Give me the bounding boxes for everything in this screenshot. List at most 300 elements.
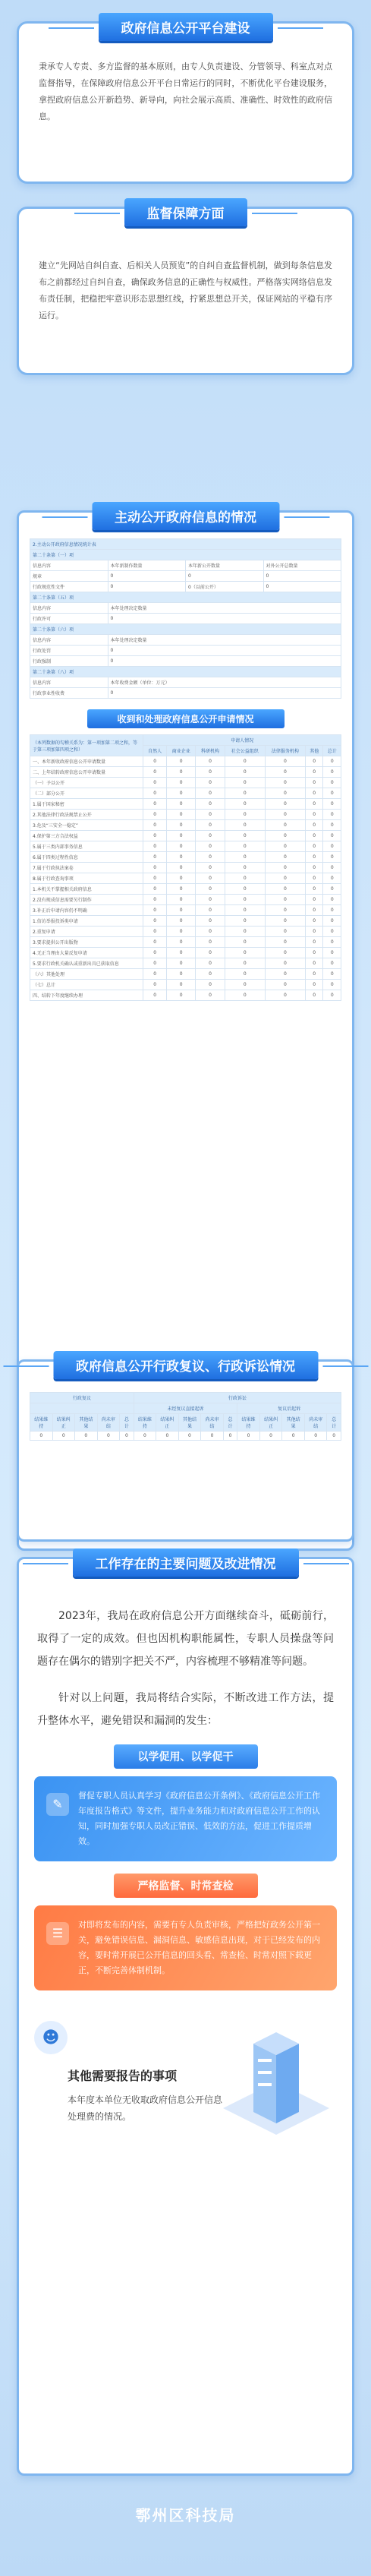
requests-cell: 0 xyxy=(265,969,305,980)
requests-cell: 0 xyxy=(265,767,305,778)
active-cell: 第二十条第（五）项 xyxy=(30,592,341,603)
requests-cell: 0 xyxy=(265,810,305,820)
active-cell: 信息内容 xyxy=(30,603,108,614)
requests-cell: 0 xyxy=(196,958,225,969)
requests-row xyxy=(30,884,341,895)
requests-col-header: 其他 xyxy=(305,746,322,756)
requests-cell: 0 xyxy=(225,916,265,927)
requests-cell: 0 xyxy=(196,863,225,873)
review-col-header: 其他结果 xyxy=(178,1414,201,1432)
tag-study: 以学促用、以学促干 xyxy=(114,1744,258,1769)
active-cell: 0 xyxy=(108,571,186,582)
requests-cell: 1.属于国家秘密 xyxy=(30,799,143,810)
requests-cell: 0 xyxy=(143,969,167,980)
requests-cell: 0 xyxy=(196,990,225,1001)
requests-cell: 一、本年新收政府信息公开申请数量 xyxy=(30,756,143,767)
requests-cell: 0 xyxy=(143,767,167,778)
review-col-header: 结果维持 xyxy=(30,1414,53,1432)
requests-cell: 2.没有现成信息需要另行制作 xyxy=(30,895,143,905)
requests-cell: 0 xyxy=(143,799,167,810)
requests-cell: 0 xyxy=(305,895,322,905)
requests-cell: 0 xyxy=(143,841,167,852)
active-cell: 第二十条第（一）项 xyxy=(30,550,341,560)
requests-cell: 0 xyxy=(167,810,196,820)
requests-cell: 2.重复申请 xyxy=(30,927,143,937)
requests-cell: 0 xyxy=(167,788,196,799)
active-cell: 0 xyxy=(108,656,341,667)
requests-cell: 0 xyxy=(323,895,341,905)
review-value: 0 xyxy=(223,1432,237,1441)
active-row xyxy=(30,571,341,582)
active-cell: 本年处理决定数量 xyxy=(108,635,341,646)
requests-cell: 0 xyxy=(196,767,225,778)
supervision-title: 监督保障方面 xyxy=(124,198,247,226)
requests-cell: 0 xyxy=(167,916,196,927)
requests-row xyxy=(30,958,341,969)
review-col-header: 结果维持 xyxy=(134,1414,156,1432)
requests-cell: 0 xyxy=(323,905,341,916)
requests-cell: 0 xyxy=(225,820,265,831)
active-caption: 2.主动公开政府信息情况统计表 xyxy=(30,539,341,550)
problems-title: 工作存在的主要问题及改进情况 xyxy=(73,1548,299,1577)
active-row xyxy=(30,624,341,635)
requests-cell: 0 xyxy=(225,884,265,895)
active-cell: 0 xyxy=(186,571,264,582)
requests-cell: 0 xyxy=(305,990,322,1001)
requests-table xyxy=(30,734,341,1001)
review-group-1: 行政诉讼 xyxy=(134,1393,341,1403)
requests-cell: 0 xyxy=(167,958,196,969)
requests-cell: 0 xyxy=(323,831,341,841)
requests-cell: 0 xyxy=(225,852,265,863)
requests-col-header: 商业企业 xyxy=(167,746,196,756)
requests-cell: 0 xyxy=(167,884,196,895)
requests-cell: 0 xyxy=(143,990,167,1001)
active-row xyxy=(30,550,341,560)
requests-cell: 0 xyxy=(143,820,167,831)
requests-cell: 0 xyxy=(225,958,265,969)
requests-cell: 0 xyxy=(196,831,225,841)
requests-cell: 0 xyxy=(265,852,305,863)
requests-header-left: （本列数据的勾稽关系为：第一项加第二项之和，等于第三项加第四项之和） xyxy=(30,735,143,756)
review-col-header: 结果纠正 xyxy=(259,1414,282,1432)
requests-cell: 0 xyxy=(167,841,196,852)
requests-cell: 0 xyxy=(323,873,341,884)
requests-cell: 0 xyxy=(167,905,196,916)
review-title: 政府信息公开行政复议、行政诉讼情况 xyxy=(53,1351,318,1379)
requests-cell: 3.危及“三安全一稳定” xyxy=(30,820,143,831)
requests-cell: 0 xyxy=(323,852,341,863)
requests-cell: 0 xyxy=(167,969,196,980)
requests-cell: 0 xyxy=(225,937,265,948)
active-cell: 0 xyxy=(108,646,341,656)
requests-cell: 0 xyxy=(196,799,225,810)
requests-cell: 0 xyxy=(305,873,322,884)
requests-row xyxy=(30,895,341,905)
requests-cell: 0 xyxy=(265,948,305,958)
requests-cell: 0 xyxy=(305,948,322,958)
review-col-header: 总计 xyxy=(327,1414,341,1432)
requests-cell: 0 xyxy=(225,990,265,1001)
requests-cell: 四、结转下年度继续办理 xyxy=(30,990,143,1001)
active-cell: 0 xyxy=(108,614,341,624)
requests-cell: 0 xyxy=(323,799,341,810)
requests-cell: 0 xyxy=(305,937,322,948)
active-cell: 行政事业性收费 xyxy=(30,688,108,699)
requests-cell: 0 xyxy=(305,831,322,841)
requests-cell: 0 xyxy=(225,767,265,778)
requests-row xyxy=(30,841,341,852)
requests-cell: 0 xyxy=(305,884,322,895)
review-value: 0 xyxy=(178,1432,201,1441)
supervision-text: 建立“先网站自纠自查、后相关人员预览”的自纠自查监督机制，做到每条信息发布之前都经过自纠自查，确保政务信息的正确性与权威性。严格落实网络信息发布责任制，把稳把牢意识形态思想红线，拧紧思想总开关，保证网站的平稳有序运行。 xyxy=(39,260,332,320)
requests-col-header: 总计 xyxy=(323,746,341,756)
review-value: 0 xyxy=(75,1432,98,1441)
requests-cell: 0 xyxy=(265,873,305,884)
requests-cell: 0 xyxy=(196,841,225,852)
requests-cell: 0 xyxy=(196,788,225,799)
requests-col-header: 科研机构 xyxy=(196,746,225,756)
requests-cell: 0 xyxy=(265,884,305,895)
requests-row xyxy=(30,873,341,884)
requests-cell: 0 xyxy=(225,895,265,905)
requests-cell: 0 xyxy=(167,756,196,767)
requests-row xyxy=(30,788,341,799)
requests-cell: 0 xyxy=(265,778,305,788)
problems-para2: 针对以上问题，我局将结合实际，不断改进工作方法，提升整体水平，避免错误和漏洞的发生： xyxy=(37,1692,334,1727)
supervision-panel xyxy=(17,207,354,375)
requests-cell: 0 xyxy=(265,831,305,841)
requests-cell: 0 xyxy=(196,810,225,820)
active-cell: 行政处罚 xyxy=(30,646,108,656)
requests-cell: 0 xyxy=(167,948,196,958)
requests-row xyxy=(30,863,341,873)
requests-cell: 0 xyxy=(323,841,341,852)
review-value: 0 xyxy=(304,1432,327,1441)
requests-cell: 0 xyxy=(167,831,196,841)
requests-cell: 0 xyxy=(143,916,167,927)
requests-cell: 1.本机关不掌握相关政府信息 xyxy=(30,884,143,895)
requests-cell: 0 xyxy=(143,948,167,958)
requests-row xyxy=(30,767,341,778)
requests-cell: 0 xyxy=(196,948,225,958)
card-study xyxy=(34,1776,337,1861)
requests-row xyxy=(30,810,341,820)
requests-title: 收到和处理政府信息公开申请情况 xyxy=(87,709,285,728)
platform-text: 秉承专人专责、多方监督的基本原则，由专人负责建设、分管领导、科室点对点监督指导，在保障政府信息公开平台日常运行的同时，不断优化平台建设服务，拿捏政府信息公开新趋势、新导向，向社会展示高质、准确性、时效性的政府信息。 xyxy=(39,62,332,122)
requests-cell: 3.补正后申请内容仍不明确 xyxy=(30,905,143,916)
requests-cell: 0 xyxy=(323,990,341,1001)
review-col-header: 总计 xyxy=(120,1414,134,1432)
review-value: 0 xyxy=(156,1432,179,1441)
requests-cell: 0 xyxy=(143,937,167,948)
requests-cell: 0 xyxy=(196,895,225,905)
card-supervise-text: 对即将发布的内容，需要有专人负责审核，严格把好政务公开第一关，避免错误信息、漏洞信息、敏感信息出现，对于已经发布的内容，要时常开展已公开信息的回头看、常查检、时常对照下载更正，不断完善体制机制。 xyxy=(78,1920,320,1975)
review-value: 0 xyxy=(237,1432,260,1441)
requests-col-header: 法律服务机构 xyxy=(265,746,305,756)
requests-cell: 0 xyxy=(323,958,341,969)
requests-cell: 0 xyxy=(167,873,196,884)
user-icon: ☻ xyxy=(34,2021,68,2054)
requests-cell: 0 xyxy=(167,852,196,863)
requests-cell: 0 xyxy=(167,799,196,810)
footer-org-name: 鄠州区科技局 xyxy=(135,2506,236,2524)
requests-cell: 0 xyxy=(143,958,167,969)
active-cell: 0 xyxy=(108,688,341,699)
requests-cell: 3.要求提供公开出版物 xyxy=(30,937,143,948)
requests-cell: 0 xyxy=(225,980,265,990)
active-cell: 0（以前公开） xyxy=(186,582,264,592)
problems-para1: 2023年，我局在政府信息公开方面继续奋斗，砥砺前行，取得了一定的成效。但也因机构职能属性，专职人员操盘等问题存在偶尔的错别字把关不严，内容梳理不够精准等问题。 xyxy=(37,1610,334,1668)
requests-cell: 0 xyxy=(305,841,322,852)
requests-cell: 0 xyxy=(167,895,196,905)
requests-cell: 0 xyxy=(196,969,225,980)
requests-cell: 0 xyxy=(265,841,305,852)
requests-cell: 0 xyxy=(196,980,225,990)
requests-cell: 0 xyxy=(225,831,265,841)
review-col-header: 尚未审结 xyxy=(97,1414,120,1432)
active-cell: 0 xyxy=(108,582,186,592)
requests-cell: 0 xyxy=(265,863,305,873)
requests-cell: 0 xyxy=(305,916,322,927)
tag-supervise: 严格监督、时常查检 xyxy=(114,1874,258,1898)
platform-panel xyxy=(17,21,354,184)
requests-cell: 4.无正当理由大量反复申请 xyxy=(30,948,143,958)
server-illustration-icon xyxy=(215,2021,337,2173)
requests-cell: 0 xyxy=(305,756,322,767)
requests-cell: 0 xyxy=(167,990,196,1001)
requests-col-header: 社会公益组织 xyxy=(225,746,265,756)
active-cell: 第二十条第（八）项 xyxy=(30,667,341,677)
active-cell: 0 xyxy=(263,582,341,592)
requests-row xyxy=(30,948,341,958)
platform-title: 政府信息公开平台建设 xyxy=(99,13,273,41)
requests-cell: 0 xyxy=(323,810,341,820)
requests-cell: 0 xyxy=(305,863,322,873)
requests-cell: 0 xyxy=(225,905,265,916)
review-group-0: 行政复议 xyxy=(30,1393,134,1403)
requests-cell: 0 xyxy=(265,916,305,927)
requests-cell: 0 xyxy=(323,788,341,799)
problems-panel xyxy=(17,1557,354,2476)
review-col-header: 其他结果 xyxy=(282,1414,305,1432)
requests-row xyxy=(30,852,341,863)
requests-cell: 0 xyxy=(225,927,265,937)
active-cell: 信息内容 xyxy=(30,560,108,571)
requests-cell: 0 xyxy=(305,799,322,810)
requests-row xyxy=(30,916,341,927)
requests-cell: （六）其他处理 xyxy=(30,969,143,980)
review-value: 0 xyxy=(134,1432,156,1441)
requests-cell: 0 xyxy=(323,863,341,873)
requests-cell: 0 xyxy=(143,927,167,937)
active-table xyxy=(30,538,341,699)
requests-cell: 0 xyxy=(305,820,322,831)
requests-cell: 0 xyxy=(305,810,322,820)
requests-cell: 8.属于行政查询事项 xyxy=(30,873,143,884)
requests-row xyxy=(30,990,341,1001)
requests-cell: （二）部分公开 xyxy=(30,788,143,799)
active-row xyxy=(30,688,341,699)
requests-row xyxy=(30,820,341,831)
requests-row xyxy=(30,756,341,767)
requests-header-main: 申请人情况 xyxy=(143,735,341,746)
requests-row xyxy=(30,937,341,948)
requests-cell: 0 xyxy=(225,873,265,884)
requests-cell: 0 xyxy=(143,788,167,799)
requests-cell: 0 xyxy=(323,778,341,788)
active-cell: 规章 xyxy=(30,571,108,582)
active-cell: 信息内容 xyxy=(30,635,108,646)
requests-cell: 0 xyxy=(167,980,196,990)
requests-cell: 0 xyxy=(305,767,322,778)
requests-row xyxy=(30,927,341,937)
card-study-text: 督促专职人员认真学习《政府信息公开条例》、《政府信息公开工作年度报告格式》等文件，提升业务能力和对政府信息公开工作的认知，同时加强专职人员改正错误、低效的方法，促进工作提质增效。 xyxy=(78,1791,320,1846)
review-value: 0 xyxy=(282,1432,305,1441)
requests-cell: 0 xyxy=(265,820,305,831)
review-col-header: 尚未审结 xyxy=(304,1414,327,1432)
requests-cell: 0 xyxy=(265,937,305,948)
active-row xyxy=(30,560,341,571)
requests-cell: 0 xyxy=(323,767,341,778)
requests-cell: 0 xyxy=(167,937,196,948)
review-value: 0 xyxy=(327,1432,341,1441)
requests-cell: 0 xyxy=(196,905,225,916)
review-col-header: 总计 xyxy=(223,1414,237,1432)
active-row xyxy=(30,677,341,688)
active-cell: 本年新制作数量 xyxy=(108,560,186,571)
active-cell: 本年新公开数量 xyxy=(186,560,264,571)
requests-cell: 0 xyxy=(225,863,265,873)
active-cell: 对外公开总数量 xyxy=(263,560,341,571)
requests-cell: 0 xyxy=(167,820,196,831)
requests-cell: （一）予以公开 xyxy=(30,778,143,788)
review-subgroup-1: 复议后起诉 xyxy=(237,1403,341,1414)
review-panel xyxy=(17,1359,354,1542)
requests-cell: 0 xyxy=(305,980,322,990)
active-cell: 行政规范性文件 xyxy=(30,582,108,592)
review-value: 0 xyxy=(201,1432,224,1441)
requests-cell: 0 xyxy=(265,895,305,905)
requests-cell: 0 xyxy=(305,958,322,969)
requests-cell: 0 xyxy=(323,756,341,767)
requests-cell: 0 xyxy=(305,778,322,788)
requests-cell: 5.属于三类内部事务信息 xyxy=(30,841,143,852)
requests-cell: 0 xyxy=(323,980,341,990)
requests-cell: 0 xyxy=(323,916,341,927)
requests-row xyxy=(30,778,341,788)
active-cell: 行政许可 xyxy=(30,614,108,624)
requests-cell: 0 xyxy=(225,788,265,799)
requests-cell: 4.保护第三方合法权益 xyxy=(30,831,143,841)
requests-cell: 0 xyxy=(225,841,265,852)
review-value: 0 xyxy=(52,1432,75,1441)
review-table xyxy=(30,1392,341,1441)
requests-cell: 0 xyxy=(265,905,305,916)
review-value: 0 xyxy=(30,1432,53,1441)
card-supervise xyxy=(34,1905,337,1990)
active-title: 主动公开政府信息的情况 xyxy=(92,502,279,530)
active-cell: 第二十条第（六）项 xyxy=(30,624,341,635)
requests-cell: 0 xyxy=(265,980,305,990)
requests-cell: 0 xyxy=(323,820,341,831)
requests-cell: 0 xyxy=(305,927,322,937)
active-cell: 本年处理决定数量 xyxy=(108,603,341,614)
active-cell: 本年收费金额（单位：万元） xyxy=(108,677,341,688)
active-cell: 信息内容 xyxy=(30,677,108,688)
active-row xyxy=(30,582,341,592)
requests-cell: 0 xyxy=(265,788,305,799)
requests-row xyxy=(30,799,341,810)
requests-cell: 6.属于四类过程性信息 xyxy=(30,852,143,863)
requests-cell: 0 xyxy=(167,927,196,937)
requests-cell: 0 xyxy=(265,799,305,810)
requests-cell: 0 xyxy=(265,990,305,1001)
requests-cell: 0 xyxy=(225,969,265,980)
requests-cell: 0 xyxy=(305,905,322,916)
requests-cell: 5.要求行政机关确认或重新出具已获取信息 xyxy=(30,958,143,969)
requests-cell: 0 xyxy=(143,831,167,841)
other-text: 本年度本单位无收取政府信息公开信息处理费的情况。 xyxy=(68,2095,223,2122)
requests-cell: （七）总计 xyxy=(30,980,143,990)
requests-cell: 0 xyxy=(265,927,305,937)
requests-cell: 0 xyxy=(196,884,225,895)
review-value: 0 xyxy=(97,1432,120,1441)
requests-cell: 0 xyxy=(167,863,196,873)
requests-cell: 0 xyxy=(196,852,225,863)
requests-cell: 0 xyxy=(305,969,322,980)
requests-cell: 0 xyxy=(143,895,167,905)
requests-cell: 二、上年结转政府信息公开申请数量 xyxy=(30,767,143,778)
review-col-header: 结果维持 xyxy=(237,1414,260,1432)
requests-cell: 0 xyxy=(225,810,265,820)
book-icon: ✎ xyxy=(46,1793,69,1816)
review-col-header: 结果纠正 xyxy=(156,1414,179,1432)
requests-cell: 0 xyxy=(305,852,322,863)
review-col-header: 其他结果 xyxy=(75,1414,98,1432)
review-value: 0 xyxy=(120,1432,134,1441)
requests-cell: 0 xyxy=(196,820,225,831)
other-title: 其他需要报告的事项 xyxy=(68,2069,178,2083)
requests-cell: 0 xyxy=(225,799,265,810)
active-row xyxy=(30,667,341,677)
requests-cell: 0 xyxy=(143,873,167,884)
requests-cell: 0 xyxy=(167,767,196,778)
requests-cell: 0 xyxy=(225,756,265,767)
active-row xyxy=(30,646,341,656)
requests-cell: 0 xyxy=(196,927,225,937)
requests-cell: 0 xyxy=(323,937,341,948)
requests-cell: 0 xyxy=(143,778,167,788)
requests-col-header: 自然人 xyxy=(143,746,167,756)
requests-cell: 7.属于行政执法案卷 xyxy=(30,863,143,873)
requests-cell: 0 xyxy=(143,852,167,863)
requests-cell: 0 xyxy=(265,958,305,969)
requests-cell: 0 xyxy=(143,756,167,767)
requests-cell: 0 xyxy=(167,778,196,788)
active-row xyxy=(30,614,341,624)
requests-cell: 0 xyxy=(196,937,225,948)
requests-row xyxy=(30,905,341,916)
requests-cell: 0 xyxy=(323,884,341,895)
requests-cell: 0 xyxy=(225,778,265,788)
requests-cell: 0 xyxy=(196,916,225,927)
review-col-header: 尚未审结 xyxy=(201,1414,224,1432)
review-col-header: 结果纠正 xyxy=(52,1414,75,1432)
active-row xyxy=(30,635,341,646)
requests-cell: 2.其他法律行政法规禁止公开 xyxy=(30,810,143,820)
requests-cell: 0 xyxy=(143,810,167,820)
